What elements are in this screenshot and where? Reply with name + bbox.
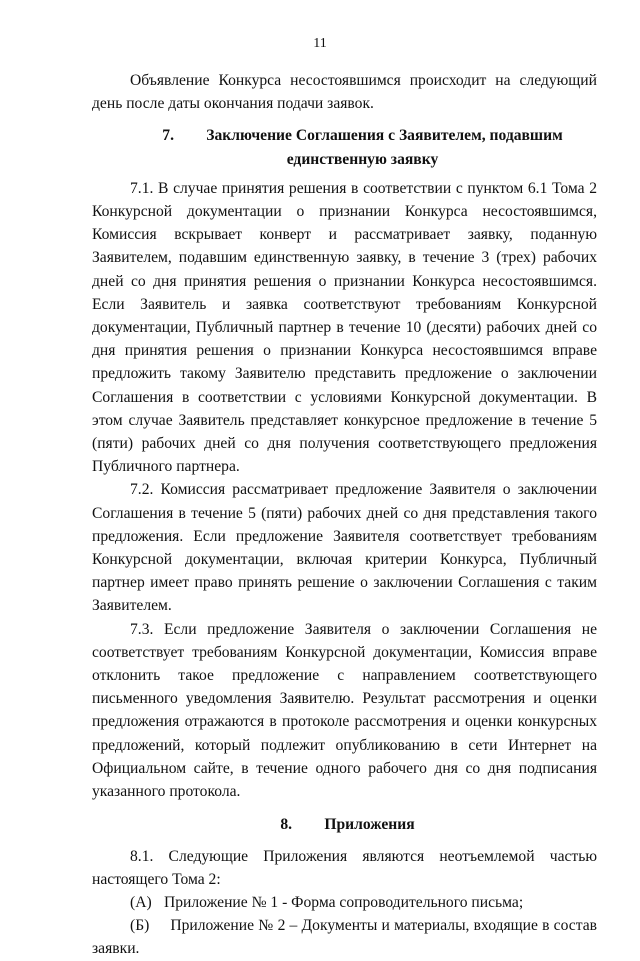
section-8-title: Приложения: [324, 816, 415, 834]
list-item-text: Приложение № 2 – Документы и материалы, входящие в состав заявки.: [92, 917, 597, 958]
paragraph-7-3: 7.3. Если предложение Заявителя о заключении Соглашения не соответствует требованиям Конкурсной документации, Комиссия вправе отклонить такое предложение с направлением соответствующего письменного уведомления Заявителю. Результат рассмотрения и оценки предложения отражаются в протоколе рассмотрения и оценки конкурсных предложений, который подлежит опубликованию в сети Интернет на Официальном сайте, в течение одного рабочего дня со дня подписания указанного протокола.: [92, 620, 597, 801]
section-7-title-line2: единственную заявку: [286, 150, 439, 168]
list-marker: (А): [130, 893, 152, 911]
section-7-heading: [92, 124, 597, 170]
section-7-number: 7.: [162, 127, 174, 145]
list-item-text: Приложение № 1 - Форма сопроводительного письма;: [164, 893, 524, 911]
paragraph-8-1: 8.1. Следующие Приложения являются неотъемлемой частью настоящего Тома 2:: [92, 847, 597, 888]
section-8-heading: [92, 813, 597, 836]
paragraph-7-1: 7.1. В случае принятия решения в соответствии с пунктом 6.1 Тома 2 Конкурсной документации о признании Конкурса несостоявшимся, Комиссия вскрывает конверт и рассматривает заявку, поданную Заявителем, подавшим единственную заявку, в течение 3 (трех) рабочих дней со дня принятия решения о признании Конкурса несостоявшимся. Если Заявитель и заявка соответствуют требованиям Конкурсной документации, Публичный партнер в течение 10 (десяти) рабочих дней со дня принятия решения о признании Конкурса несостоявшимся вправе предложить такому Заявителю представить предложение о заключении Соглашения в соответствии с условиями Конкурсной документации. В этом случае Заявитель представляет конкурсное предложение в течение 5 (пяти) рабочих дней со дня получения соответствующего предложения Публичного партнера.: [92, 179, 597, 476]
page-number: 11: [313, 36, 327, 51]
intro-paragraph: Объявление Конкурса несостоявшимся происходит на следующий день после даты окончания подачи заявок.: [92, 72, 597, 113]
document-body: [92, 69, 597, 961]
appendix-item-a: [92, 891, 597, 914]
section-7-title-line1: Заключение Соглашения с Заявителем, подавшим: [206, 127, 563, 145]
paragraph-7-2: 7.2. Комиссия рассматривает предложение Заявителя о заключении Соглашения в течение 5 (пяти) рабочих дней со дня представления такого предложения. Если предложение Заявителя соответствует требованиям Конкурсной документации, включая критерии Конкурса, Публичный партнер имеет право принять решение о заключении Соглашения с таким Заявителем.: [92, 481, 597, 615]
section-8-number: 8.: [280, 816, 293, 834]
list-marker: (Б): [130, 917, 150, 935]
appendix-item-b: [92, 914, 597, 960]
